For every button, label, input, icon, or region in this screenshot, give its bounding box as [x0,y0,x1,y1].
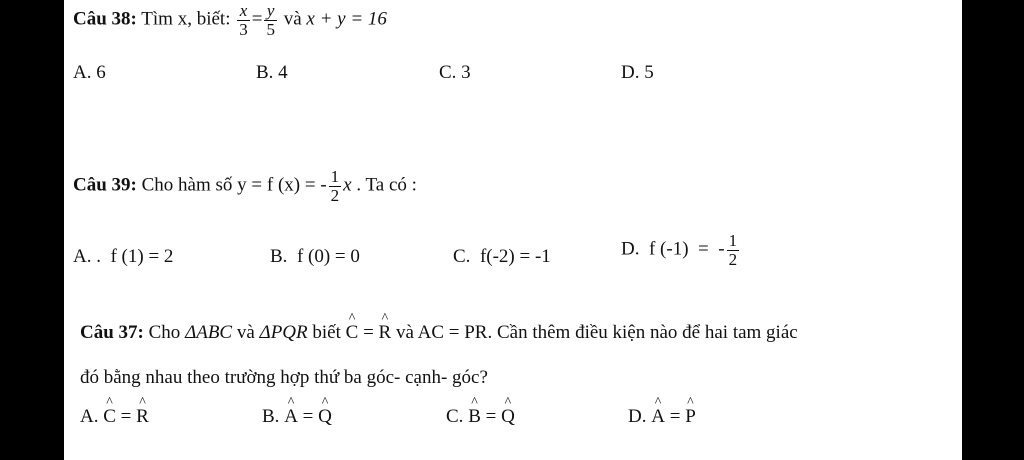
question-39-function: y = f (x) = - [237,174,327,196]
question-39-label: Câu 39: [73,174,137,196]
question-37: Câu 37: Cho ΔABC và ΔPQR biết ^ C = ^ R và AC = PR. Cần thêm điều kiện nào để hai tam giác [80,322,798,344]
q38-option-a: A. 6 [73,62,106,83]
angle-c: ^ C [346,322,359,344]
fraction-one-half-option-d: $\frac{1}{2}$ [728,231,738,269]
question-39-text: Cho hàm số [141,174,233,196]
triangle-pqr: ΔPQR [259,322,308,343]
q37-option-d: D. ^ A = ^ P [628,406,696,428]
question-38-text: Tìm x, biết: [141,8,231,30]
fraction-x-over-3: $\frac{x}{3}$ [239,1,248,39]
q39-option-b: B. f (0) = 0 [270,246,360,267]
worksheet-page [64,0,962,460]
q39-option-c: C. f(-2) = -1 [453,246,551,267]
triangle-abc: ΔABC [185,322,233,343]
fraction-y-over-5: $\frac{y}{5}$ [266,1,275,39]
q37-option-b: B. ^ A = ^ Q [262,406,332,428]
q37-option-c: C. ^ B = ^ Q [446,406,515,428]
question-37-label: Câu 37: [80,322,144,343]
question-37-line-2: đó bằng nhau theo trường hợp thứ ba góc- cạnh- góc? [80,367,488,388]
q38-option-c: C. 3 [439,62,471,83]
q38-option-d: D. 5 [621,62,654,83]
fraction-one-half: $\frac{1}{2}$ [330,167,340,205]
q37-option-a: A. ^ C = ^ R [80,406,149,428]
question-39: Câu 39: Cho hàm số y = f (x) = - $\frac{1}{2}$ x . Ta có : [73,167,417,205]
question-38-label: Câu 38: [73,8,137,30]
question-38-condition: x + y = 16 [306,8,387,30]
q39-option-d: D. f (-1) = - $\frac{1}{2}$ [621,231,738,269]
q39-option-a: A. . f (1) = 2 [73,246,174,267]
angle-r: ^ R [379,322,392,344]
question-38: Câu 38: Tìm x, biết: $\frac{x}{3}$ = $\frac{y}{5}$ và x + y = 16 [73,1,387,39]
q38-option-b: B. 4 [256,62,288,83]
